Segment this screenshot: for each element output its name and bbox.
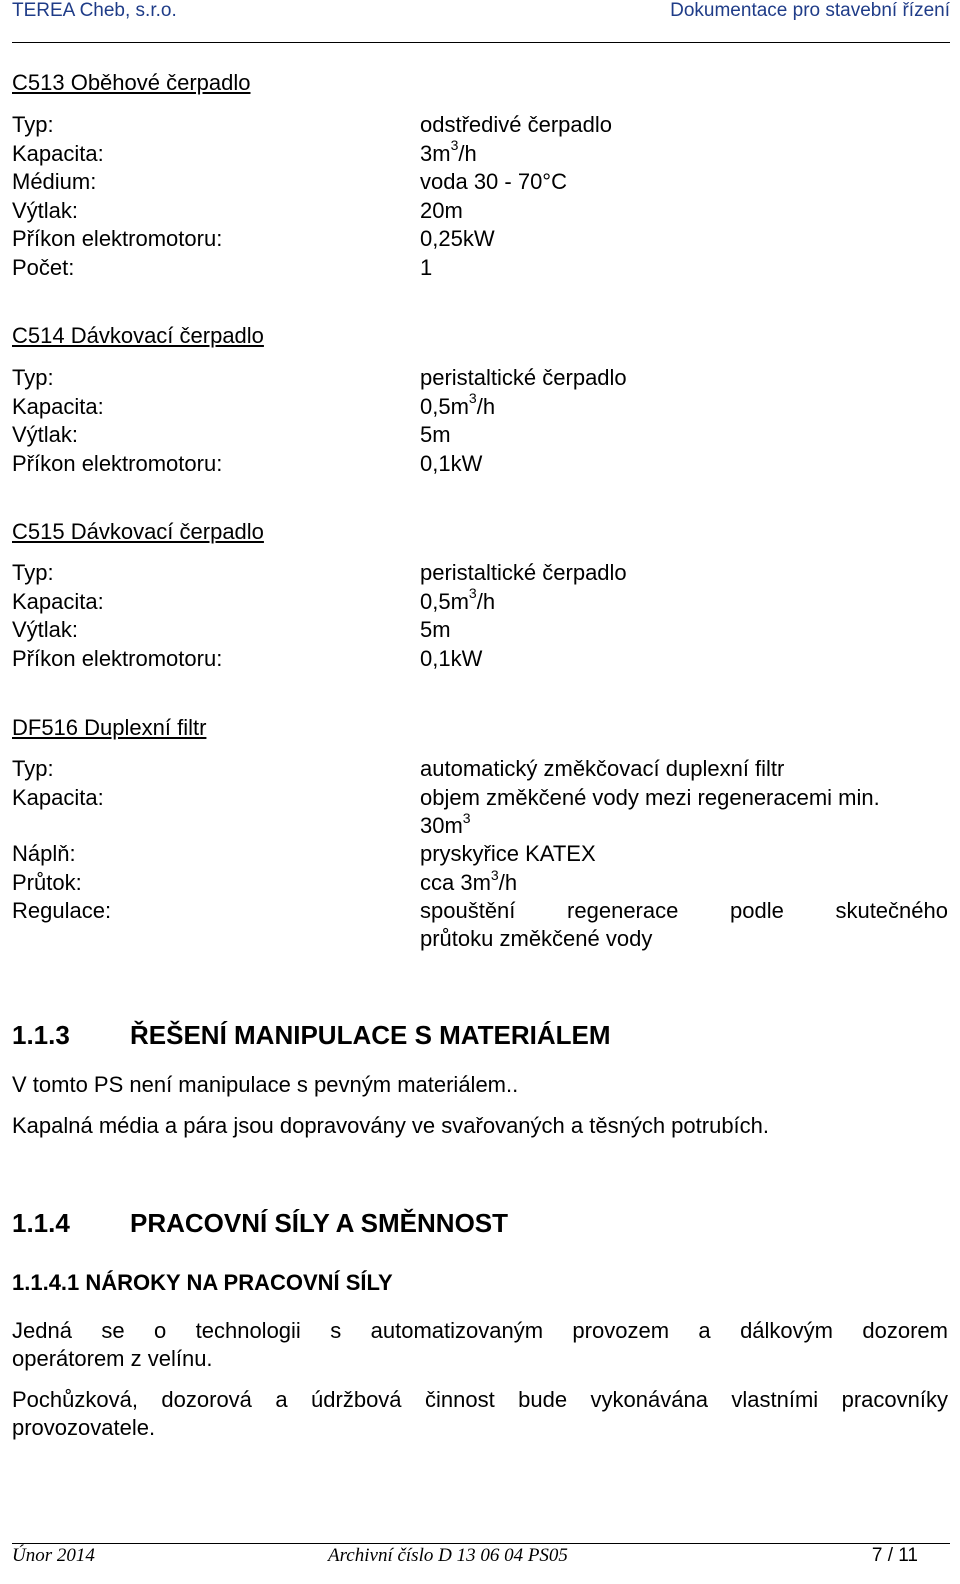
spec-row bbox=[12, 785, 948, 813]
footer-archive-number: Archivní číslo D 13 06 04 PS05 bbox=[328, 1545, 568, 1566]
spec-value: automatický změkčovací duplexní filtr bbox=[420, 756, 785, 781]
spec-value: 0,1kW bbox=[420, 450, 483, 476]
spec-value: $0,5m^3/h$ bbox=[420, 390, 496, 419]
footer-date: Únor 2014 bbox=[12, 1545, 95, 1566]
section-title-c515: C515 Dávkovací čerpadlo bbox=[12, 519, 264, 544]
heading-text: ŘEŠENÍ MANIPULACE S MATERIÁLEM bbox=[130, 1020, 611, 1050]
spec-value: objem změkčené vody mezi regeneracemi min. bbox=[420, 785, 880, 810]
spec-label: Výtlak: bbox=[12, 617, 79, 642]
spec-row-continuation bbox=[12, 926, 948, 954]
spec-label: Příkon elektromotoru: bbox=[12, 226, 223, 251]
spec-label: Typ: bbox=[12, 112, 54, 137]
spec-row bbox=[12, 841, 948, 869]
spec-label: Příkon elektromotoru: bbox=[12, 450, 223, 476]
spec-value: pryskyřice KATEX bbox=[420, 841, 596, 866]
spec-label: Kapacita: bbox=[12, 785, 104, 810]
spec-row bbox=[12, 169, 948, 197]
spec-row bbox=[12, 422, 948, 450]
spec-value: peristaltické čerpadlo bbox=[420, 365, 627, 390]
spec-label: Příkon elektromotoru: bbox=[12, 645, 223, 671]
spec-value: 0,25kW bbox=[420, 226, 495, 251]
spec-row bbox=[12, 112, 948, 140]
spec-label: Kapacita: bbox=[12, 393, 104, 419]
spec-label: Regulace: bbox=[12, 898, 112, 923]
paragraph-line: provozovatele. bbox=[12, 1415, 156, 1440]
spec-value: 5m bbox=[420, 422, 451, 447]
header-divider bbox=[12, 42, 950, 43]
spec-value: spouštění regenerace podle skutečného bbox=[420, 898, 948, 923]
spec-row bbox=[12, 451, 948, 479]
spec-row bbox=[12, 585, 948, 617]
spec-value: odstředivé čerpadlo bbox=[420, 112, 613, 137]
paragraph-line: operátorem z velínu. bbox=[12, 1346, 213, 1371]
spec-label: Počet: bbox=[12, 254, 75, 280]
footer-page-number: 7 / 11 bbox=[871, 1545, 918, 1566]
spec-row-continuation bbox=[12, 809, 948, 841]
spec-value: 20m bbox=[420, 197, 463, 223]
spec-value: $0,5m^3/h$ bbox=[420, 585, 496, 614]
spec-row bbox=[12, 365, 948, 393]
spec-value: voda 30 - 70°C bbox=[420, 169, 567, 194]
spec-value: $30m^3$ bbox=[420, 809, 471, 838]
spec-row bbox=[12, 390, 948, 422]
heading-text: PRACOVNÍ SÍLY A SMĚNNOST bbox=[130, 1208, 509, 1238]
paragraph-line: Jedná se o technologii s automatizovaným provozem a dálkovým dozorem bbox=[12, 1318, 948, 1343]
paragraph: Kapalná média a pára jsou dopravovány ve svařovaných a těsných potrubích. bbox=[12, 1113, 770, 1138]
spec-row bbox=[12, 137, 948, 169]
spec-label: Médium: bbox=[12, 169, 97, 194]
spec-row bbox=[12, 198, 948, 226]
header-company: TEREA Cheb, s.r.o. bbox=[12, 0, 177, 21]
spec-row bbox=[12, 756, 948, 784]
spec-value: $3m^3/h$ bbox=[420, 137, 477, 166]
paragraph-line: Pochůzková, dozorová a údržbová činnost bude vykonávána vlastními pracovníky bbox=[12, 1387, 948, 1412]
spec-label: Průtok: bbox=[12, 870, 82, 895]
spec-row bbox=[12, 646, 948, 674]
spec-value: peristaltické čerpadlo bbox=[420, 560, 627, 585]
spec-value: cca $3m^3/h$ bbox=[420, 866, 518, 895]
spec-value: průtoku změkčené vody bbox=[420, 926, 653, 951]
header-doc-type: Dokumentace pro stavební řízení bbox=[670, 0, 950, 21]
spec-row bbox=[12, 560, 948, 588]
spec-label: Kapacita: bbox=[12, 140, 104, 166]
spec-row bbox=[12, 866, 948, 898]
spec-value: 5m bbox=[420, 617, 451, 642]
spec-label: Typ: bbox=[12, 365, 54, 390]
spec-label: Typ: bbox=[12, 756, 54, 781]
heading-number: 1.1.4 bbox=[12, 1208, 70, 1238]
paragraph: V tomto PS není manipulace s pevným materiálem.. bbox=[12, 1072, 519, 1097]
spec-value: 0,1kW bbox=[420, 645, 483, 671]
footer-divider bbox=[12, 1543, 950, 1544]
spec-row bbox=[12, 226, 948, 254]
section-title-df516: DF516 Duplexní filtr bbox=[12, 715, 207, 740]
spec-row bbox=[12, 617, 948, 645]
spec-label: Typ: bbox=[12, 560, 54, 585]
spec-label: Výtlak: bbox=[12, 422, 79, 447]
section-title-c514: C514 Dávkovací čerpadlo bbox=[12, 323, 264, 348]
spec-value: 1 bbox=[420, 254, 433, 280]
spec-label: Výtlak: bbox=[12, 197, 79, 223]
spec-row bbox=[12, 255, 948, 283]
spec-label: Kapacita: bbox=[12, 588, 104, 614]
heading-1-1-4-1: 1.1.4.1 NÁROKY NA PRACOVNÍ SÍLY bbox=[12, 1270, 393, 1295]
spec-label: Náplň: bbox=[12, 841, 76, 866]
section-title-c513: C513 Oběhové čerpadlo bbox=[12, 70, 251, 95]
heading-number: 1.1.3 bbox=[12, 1020, 70, 1050]
